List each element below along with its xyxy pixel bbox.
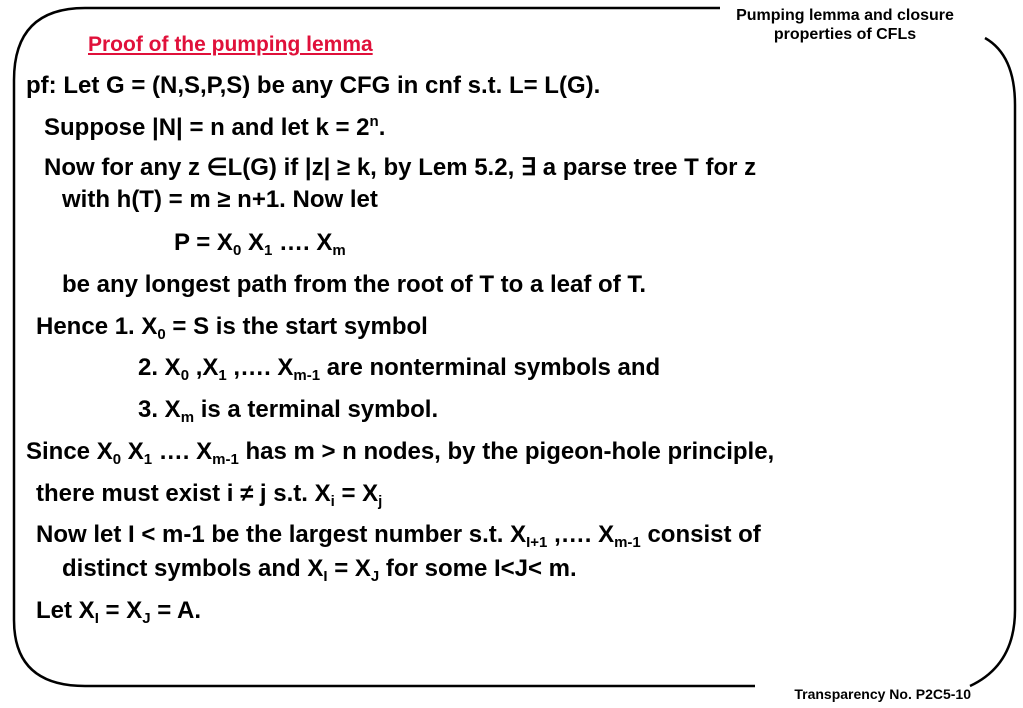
proof-line-13: distinct symbols and $X_I = X_J$ for some I<J< m. [62, 555, 577, 585]
slide-title: Proof of the pumping lemma [88, 33, 373, 56]
header-line-1: Pumping lemma and closure [736, 7, 954, 24]
proof-line-10: Since $X_0$ $X_1$ …. $X_{m-1}$ has m > n nodes, by the pigeon-hole principle, [26, 438, 775, 468]
proof-line-12: Now let I < m-1 be the largest number s.t. $X_{I+1}$ ,…. $X_{m-1}$ consist of [36, 521, 761, 551]
proof-line-7: Hence 1. $X_0 = S$ is the start symbol [36, 313, 428, 343]
frame-left-arc [14, 8, 755, 686]
proof-line-8: 2. $X_0$ $,X_1$ ,…. $X_{m-1}$ are nonterminal symbols and [138, 354, 661, 384]
slide-footer: Transparency No. P2C5-10 [794, 686, 971, 702]
proof-line-14: Let $X_I = X_J = A$. [36, 597, 202, 627]
proof-line-9: 3. $X_m$ is a terminal symbol. [138, 396, 439, 426]
frame-right-arc [970, 38, 1015, 686]
proof-line-11: there must exist i ≠ j s.t. $X_i = X_j$ [36, 480, 383, 510]
proof-line-5: $P = X_0$ $X_1$ …. $X_m$ [174, 229, 346, 259]
header-line-2: properties of CFLs [773, 26, 917, 43]
proof-line-6: be any longest path from the root of T to a leaf of T. [62, 271, 647, 298]
proof-line-4: with h(T) = m ≥ n+1. Now let [62, 186, 378, 213]
slide-header [715, 6, 975, 44]
proof-line-1: pf: Let G = (N,S,P,S) be any CFG in cnf s.t. L= L(G). [26, 72, 601, 99]
proof-line-3: Now for any z ∈L(G) if |z| ≥ k, by Lem 5.2, ∃ a parse tree T for z [44, 154, 757, 181]
proof-line-2: Suppose |N| = n and let $k = 2^n$. [44, 113, 386, 141]
